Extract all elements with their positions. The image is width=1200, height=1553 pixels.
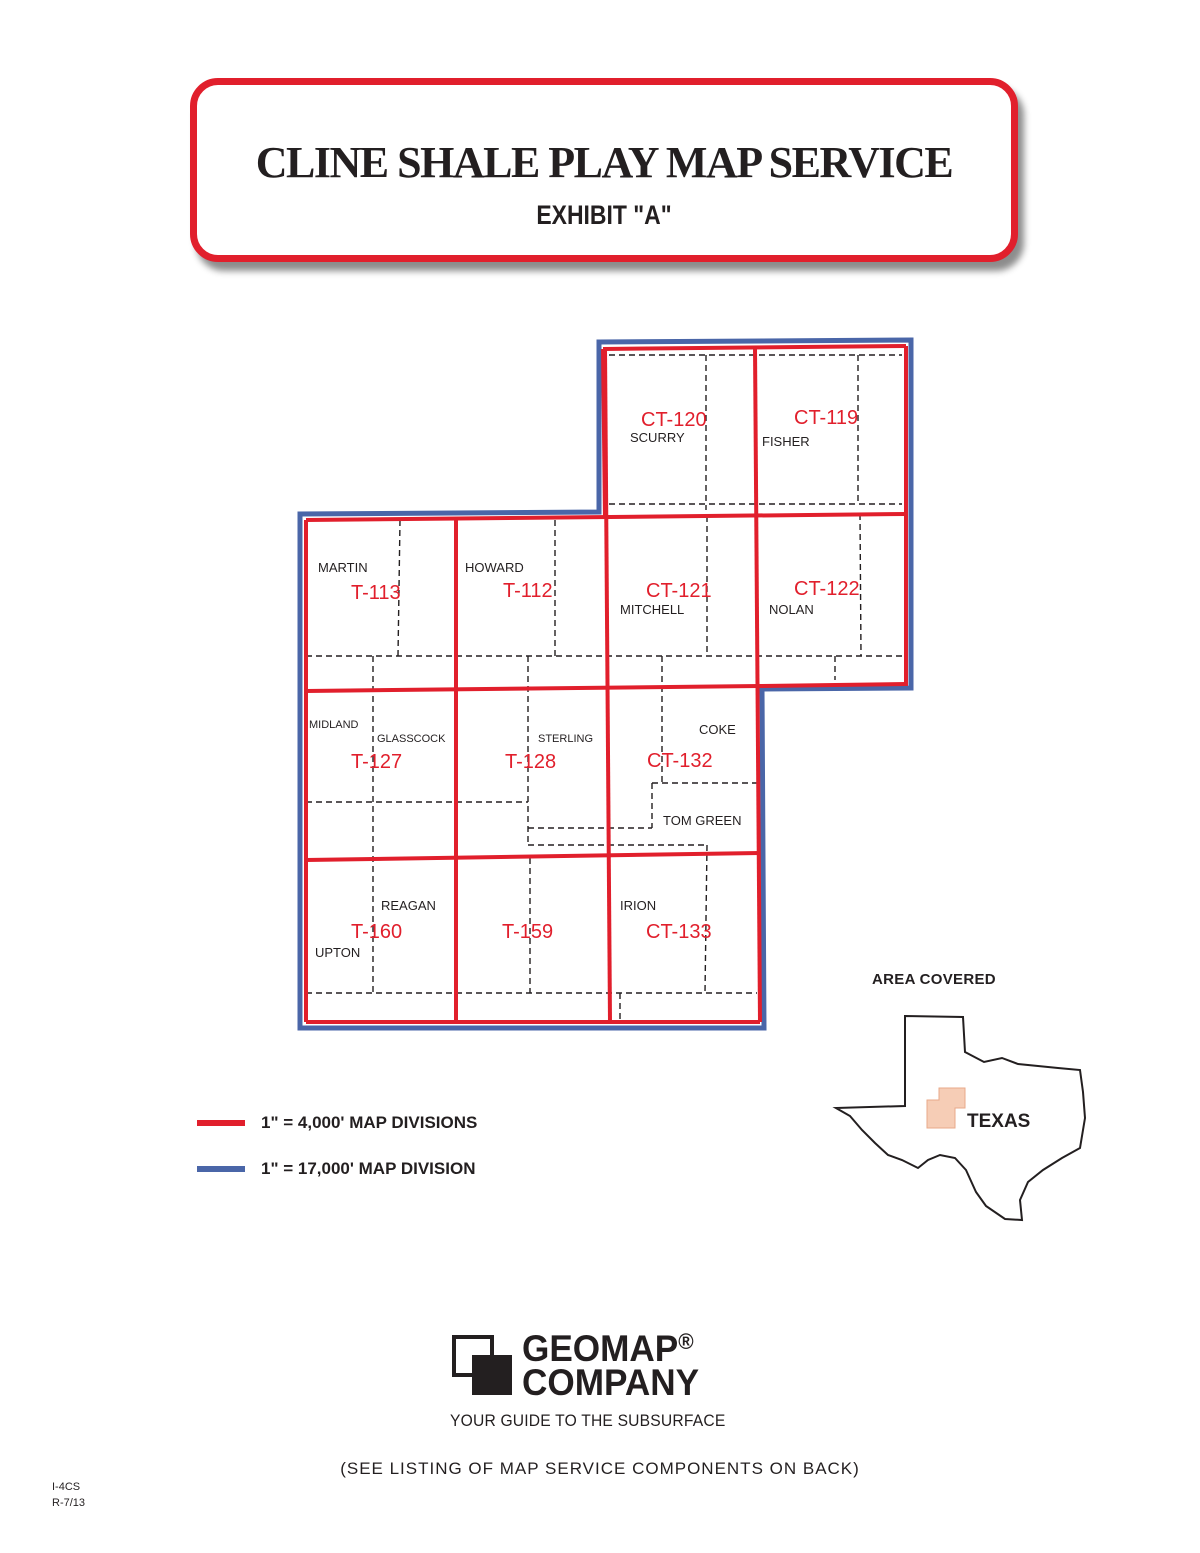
logo-line1: GEOMAP bbox=[522, 1328, 679, 1369]
texas-label: TEXAS bbox=[967, 1111, 1031, 1132]
legend-item-17000 bbox=[197, 1159, 475, 1179]
legend-label: 1" = 4,000' MAP DIVISIONS bbox=[261, 1113, 478, 1132]
county-label: STERLING bbox=[538, 733, 594, 745]
sheet-label: T-112 bbox=[503, 580, 553, 602]
county-label: MITCHELL bbox=[620, 602, 685, 617]
form-code: I-4CS bbox=[52, 1481, 81, 1493]
revision-code: R-7/13 bbox=[52, 1497, 86, 1509]
sheet-label: CT-122 bbox=[794, 578, 860, 600]
county-label: MARTIN bbox=[318, 560, 368, 575]
sheet-label: T-113 bbox=[351, 582, 401, 604]
texas-outline bbox=[836, 1016, 1085, 1220]
legend-item-4000 bbox=[197, 1113, 477, 1133]
company-logo-text bbox=[522, 1328, 700, 1403]
footnote: (SEE LISTING OF MAP SERVICE COMPONENTS ON BACK) bbox=[340, 1459, 860, 1478]
page-title: CLINE SHALE PLAY MAP SERVICE bbox=[255, 138, 953, 187]
county-label: FISHER bbox=[762, 434, 810, 449]
sheet-label: CT-120 bbox=[641, 409, 707, 431]
county-label: GLASSCOCK bbox=[377, 733, 446, 745]
legend-swatch bbox=[197, 1166, 245, 1172]
sheet-label: CT-119 bbox=[794, 407, 859, 429]
county-label: COKE bbox=[699, 722, 736, 737]
county-label: IRION bbox=[620, 898, 657, 913]
county-label: SCURRY bbox=[630, 430, 685, 445]
company-tagline: YOUR GUIDE TO THE SUBSURFACE bbox=[450, 1411, 726, 1430]
county-label: NOLAN bbox=[769, 602, 814, 617]
county-label: MIDLAND bbox=[309, 719, 359, 731]
sheet-label: T-159 bbox=[502, 921, 554, 943]
county-label: UPTON bbox=[315, 945, 361, 960]
sheet-label: T-160 bbox=[351, 921, 403, 943]
sheet-label: T-127 bbox=[351, 751, 403, 773]
legend-label: 1" = 17,000' MAP DIVISION bbox=[261, 1159, 476, 1178]
area-covered-title: AREA COVERED bbox=[872, 971, 996, 988]
area-covered-highlight bbox=[927, 1088, 965, 1128]
logo-line2: COMPANY bbox=[522, 1362, 700, 1403]
legend-swatch bbox=[197, 1120, 245, 1126]
geomap-logo-icon bbox=[452, 1335, 514, 1397]
sheet-label: CT-133 bbox=[646, 921, 712, 943]
page-subtitle: EXHIBIT "A" bbox=[536, 200, 672, 230]
sheet-label: CT-121 bbox=[646, 580, 712, 602]
sheet-label: CT-132 bbox=[647, 750, 713, 772]
registered-mark: ® bbox=[678, 1329, 694, 1354]
county-label: REAGAN bbox=[381, 898, 436, 913]
sheet-label: T-128 bbox=[505, 751, 557, 773]
county-label: HOWARD bbox=[465, 560, 524, 575]
county-label: TOM GREEN bbox=[663, 813, 742, 828]
texas-inset bbox=[836, 1016, 1085, 1220]
